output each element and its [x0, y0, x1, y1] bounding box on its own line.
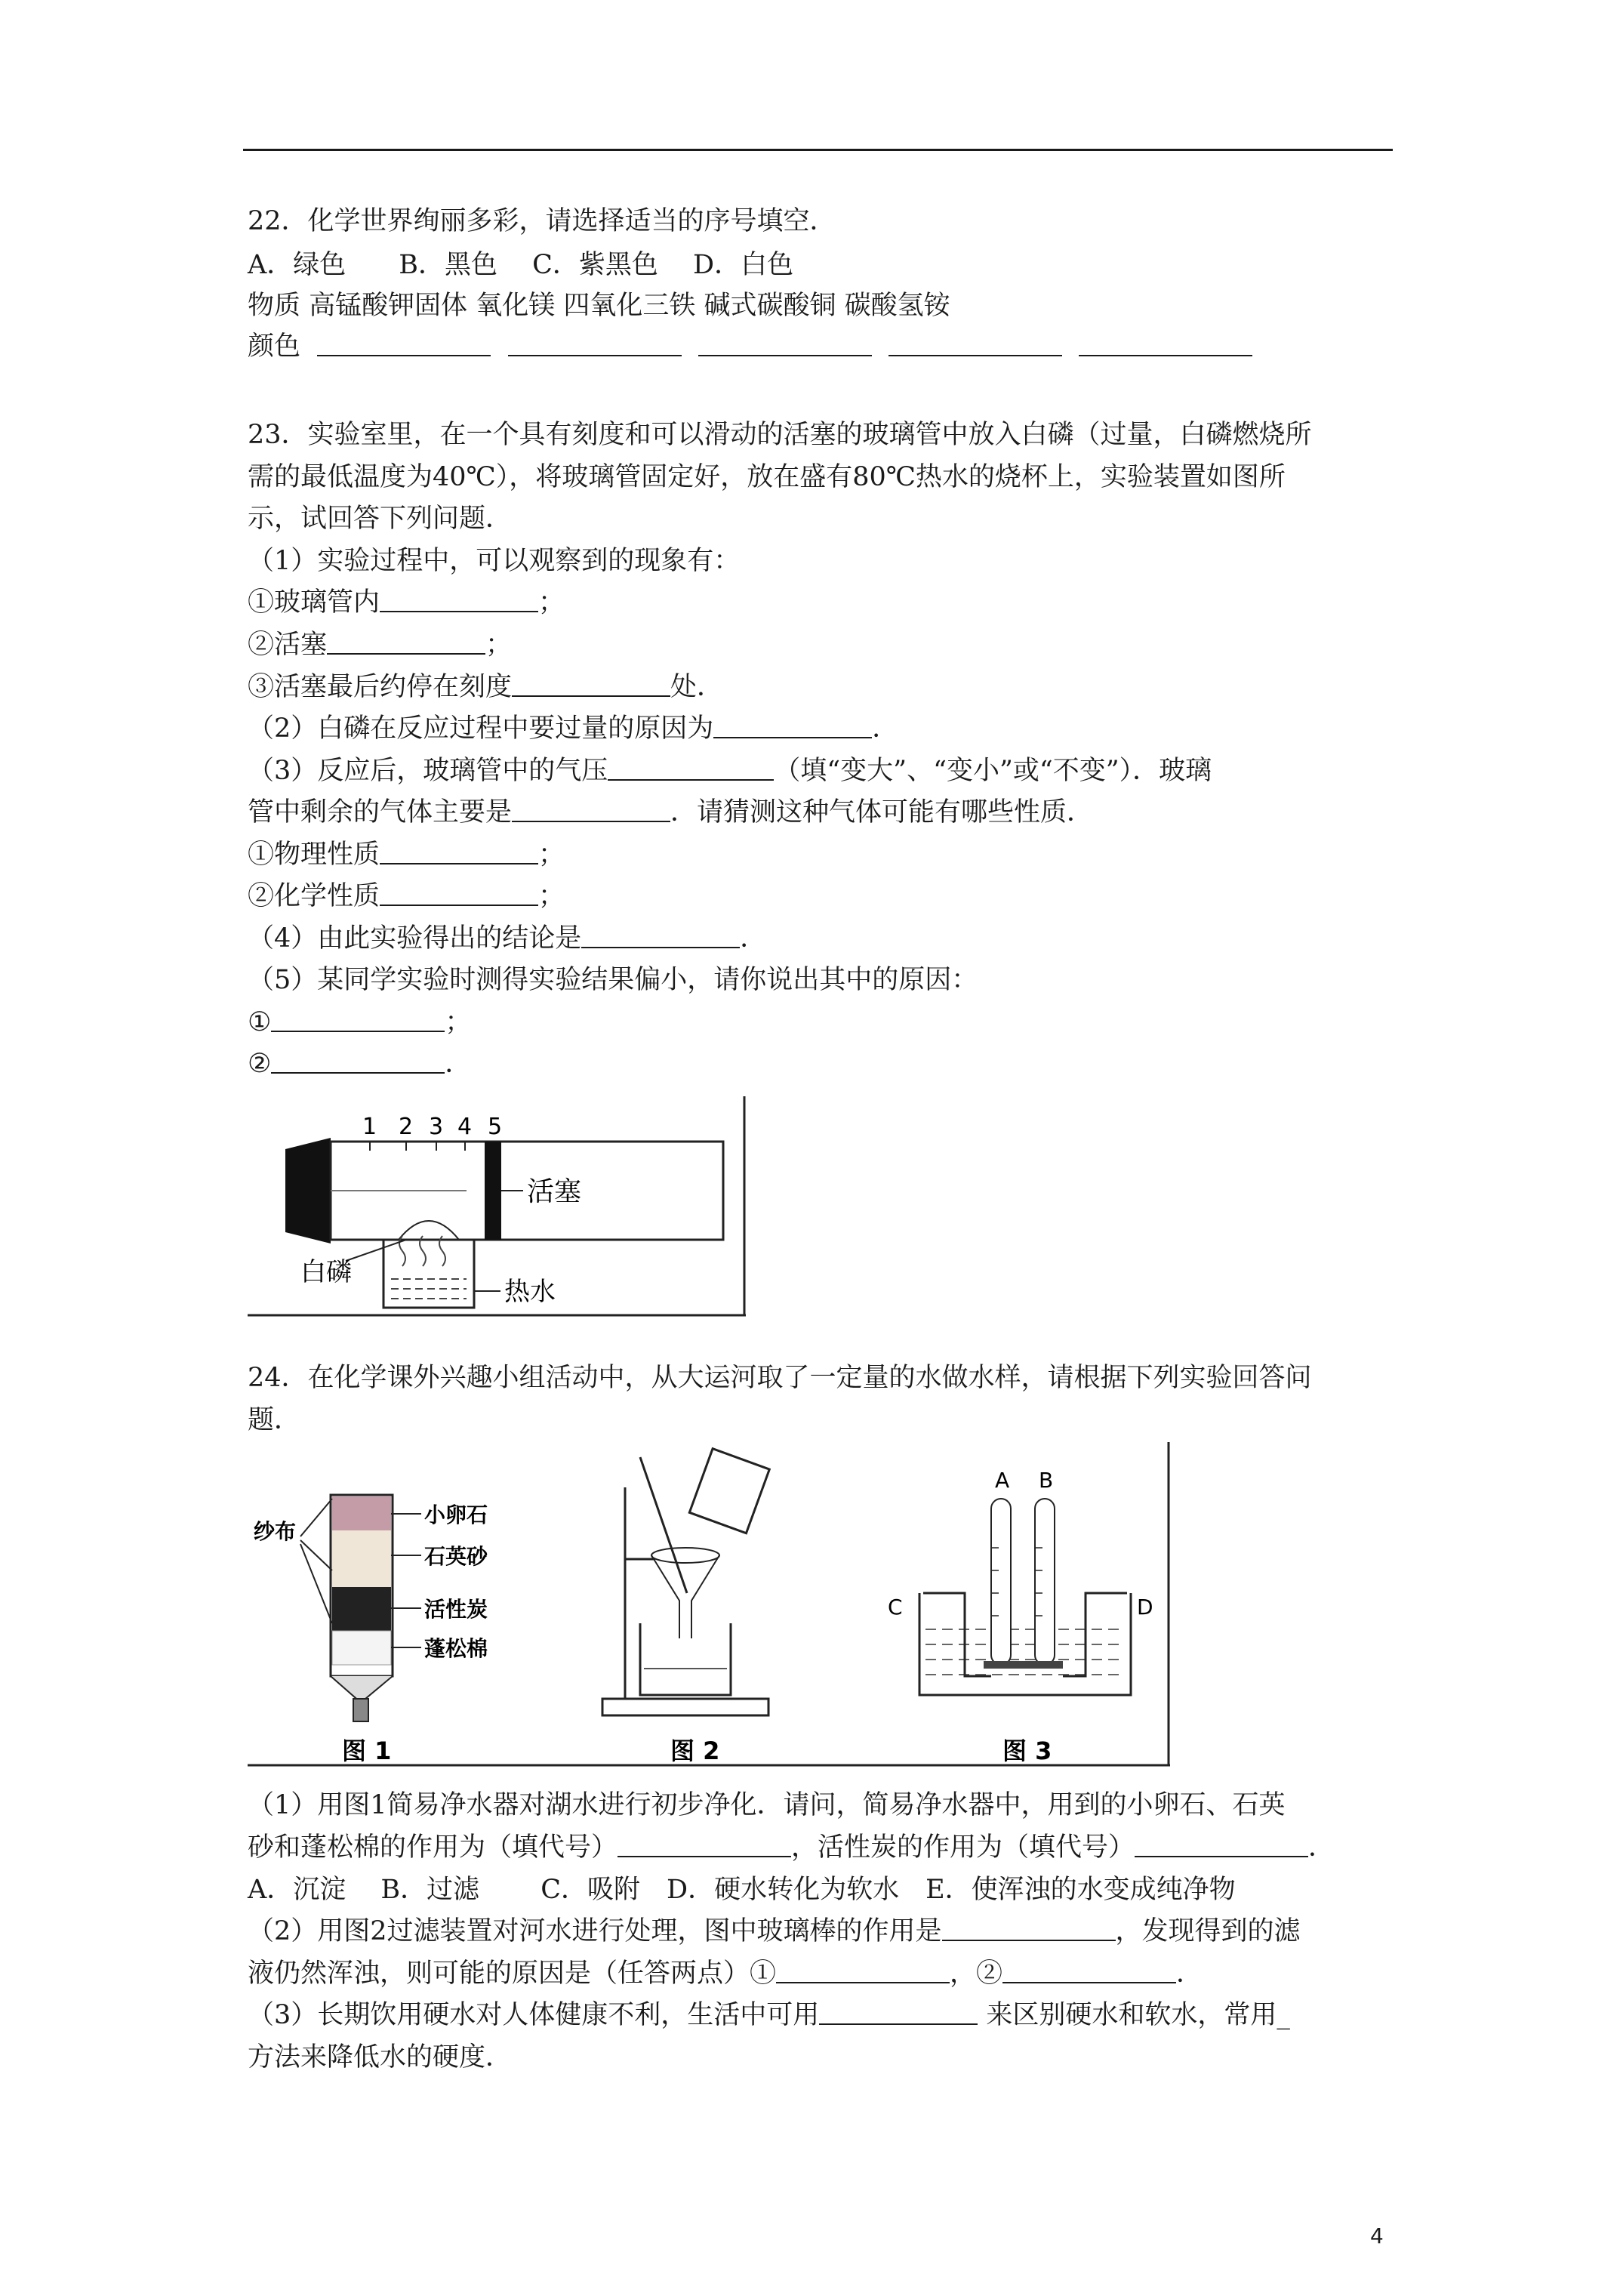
q23-part-5: （5）某同学实验时测得实验结果偏小，请你说出其中的原因：: [248, 965, 978, 995]
q24-part-2-line-1: （2）用图2过滤装置对河水进行处理，图中玻璃棒的作用是 ，发现得到的滤: [248, 1912, 1301, 1950]
answer-blank[interactable]: [380, 836, 538, 864]
q23-part-5b: ② ．: [248, 1045, 471, 1083]
q23-part-3-line-1: （3）反应后，玻璃管中的气压 （填“变大”、“变小”或“不变”）．玻璃: [248, 752, 1212, 790]
phosphorus-icon: [399, 1221, 459, 1240]
q23-part-4: （4）由此实验得出的结论是 ．: [248, 920, 766, 957]
scale-mark: 4: [457, 1114, 473, 1140]
phosphorus-label: 白磷: [300, 1257, 352, 1287]
q23-part-1b: ②活塞 ；: [248, 626, 512, 664]
scale-mark: 5: [488, 1114, 503, 1140]
q23-part-1c: ③活塞最后约停在刻度 处．: [248, 668, 723, 706]
electrolysis-figure: [888, 1468, 1153, 1765]
pouring-beaker-icon: [689, 1449, 769, 1533]
q23-apparatus-figure: [248, 1096, 746, 1317]
q24-part-3-line-2: 方法来降低水的硬度．: [248, 2042, 513, 2073]
page-number: 4: [1370, 2224, 1384, 2248]
q24-part-1-line-2: 砂和蓬松棉的作用为（填代号） ，活性炭的作用为（填代号） ．: [248, 1829, 1335, 1866]
piston-label: 活塞: [527, 1176, 582, 1207]
figure-1-caption: 图 1: [342, 1737, 392, 1765]
hot-water-label: 热水: [504, 1277, 556, 1307]
q22-options: A．绿色 B．黑色 C．紫黑色 D．白色: [248, 250, 794, 280]
answer-blank[interactable]: [508, 328, 682, 356]
answer-blank[interactable]: [617, 1829, 791, 1857]
answer-blank[interactable]: [512, 794, 670, 822]
answer-blank[interactable]: [698, 328, 872, 356]
answer-blank[interactable]: [1079, 328, 1252, 356]
filtration-figure: [602, 1449, 769, 1765]
figure-2-caption: 图 2: [670, 1737, 720, 1765]
answer-blank[interactable]: [581, 920, 740, 948]
answer-blank[interactable]: [380, 877, 538, 906]
label-c: C: [888, 1595, 903, 1620]
answer-blank[interactable]: [512, 668, 670, 697]
q23-part-2: （2）白磷在反应过程中要过量的原因为 ．: [248, 710, 898, 747]
activated-carbon-label: 活性炭: [424, 1597, 488, 1622]
q23-part-5a: ① ；: [248, 1003, 471, 1041]
piston-icon: [485, 1142, 501, 1240]
beaker-icon: [640, 1623, 731, 1695]
tube-b-icon: [1035, 1499, 1055, 1665]
answer-blank[interactable]: [1135, 1829, 1308, 1857]
water-purifier-figure: [254, 1495, 488, 1765]
q24-part-3-line-1: （3）长期饮用硬水对人体健康不利，生活中可用 来区别硬水和软水，常用_: [248, 1996, 1290, 2034]
answer-blank[interactable]: [1002, 1955, 1176, 1983]
pebbles-label: 小卵石: [424, 1502, 488, 1527]
q24-figures: [248, 1442, 1170, 1767]
q23-stem-line-2: 需的最低温度为40℃），将玻璃管固定好，放在盛有80℃热水的烧杯上，实验装置如图所: [248, 462, 1286, 492]
cotton-label: 蓬松棉: [424, 1636, 488, 1661]
activated-carbon-layer: [332, 1587, 391, 1631]
quartz-sand-layer: [332, 1530, 391, 1587]
q23-part-3b: ②化学性质 ；: [248, 877, 565, 915]
q23-stem-line-3: 示，试回答下列问题．: [248, 504, 513, 534]
q23-stem-line-1: 23．实验室里，在一个具有刻度和可以滑动的活塞的玻璃管中放入白磷（过量，白磷燃烧所: [248, 420, 1312, 450]
q24-part-1-line-1: （1）用图1简易净水器对湖水进行初步净化．请问，简易净水器中，用到的小卵石、石英: [248, 1790, 1286, 1820]
answer-blank[interactable]: [608, 752, 774, 781]
q23-part-1a: ①玻璃管内 ；: [248, 584, 565, 621]
answer-blank[interactable]: [713, 710, 872, 738]
q22-color-row: [248, 328, 1252, 365]
scale-mark: 1: [362, 1114, 377, 1140]
answer-blank[interactable]: [942, 1912, 1116, 1941]
q22-color-label: 颜色: [248, 331, 301, 362]
header-rule: [243, 149, 1393, 151]
label-d: D: [1137, 1595, 1153, 1620]
q23-part-1: （1）实验过程中，可以观察到的现象有：: [248, 546, 741, 576]
figure-3-caption: 图 3: [1002, 1737, 1052, 1765]
tube-a-icon: [991, 1499, 1011, 1665]
answer-blank[interactable]: [776, 1955, 950, 1983]
cotton-layer: [332, 1631, 391, 1665]
answer-blank[interactable]: [888, 328, 1062, 356]
q24-stem-line-1: 24．在化学课外兴趣小组活动中，从大运河取了一定量的水做水样，请根据下列实验回答问: [248, 1363, 1312, 1393]
label-b: B: [1039, 1468, 1054, 1493]
label-a: A: [995, 1468, 1010, 1493]
funnel-icon: [651, 1548, 719, 1563]
q24-part-2-line-2: 液仍然浑浊，则可能的原因是（任答两点）① ，② ．: [248, 1955, 1203, 1992]
glass-rod-icon: [640, 1457, 687, 1593]
answer-blank[interactable]: [271, 1003, 445, 1032]
pebble-layer: [332, 1496, 391, 1530]
q24-stem-line-2: 题．: [248, 1405, 301, 1435]
beaker-icon: [383, 1240, 474, 1308]
q22-substance-row: 物质 高锰酸钾固体 氧化镁 四氧化三铁 碱式碳酸铜 碳酸氢铵: [248, 291, 950, 321]
answer-blank[interactable]: [327, 626, 485, 655]
q24-part-1-options: A．沉淀 B．过滤 C．吸附 D．硬水转化为软水 E．使浑浊的水变成纯净物: [248, 1875, 1236, 1905]
answer-blank[interactable]: [380, 584, 538, 612]
electrode-bar: [984, 1661, 1063, 1669]
q22-stem: 22．化学世界绚丽多彩，请选择适当的序号填空．: [248, 206, 836, 236]
stopper-icon: [285, 1138, 331, 1244]
gauze-label: 纱布: [254, 1519, 297, 1544]
scale-mark: 2: [399, 1114, 414, 1140]
q23-part-3a: ①物理性质 ；: [248, 836, 565, 874]
answer-blank[interactable]: [271, 1045, 445, 1074]
quartz-sand-label: 石英砂: [424, 1544, 488, 1569]
answer-blank[interactable]: [819, 1996, 978, 2025]
scale-mark: 3: [429, 1114, 444, 1140]
answer-blank[interactable]: [317, 328, 491, 356]
q23-part-3-line-2: 管中剩余的气体主要是 ．请猜测这种气体可能有哪些性质．: [248, 794, 1093, 831]
